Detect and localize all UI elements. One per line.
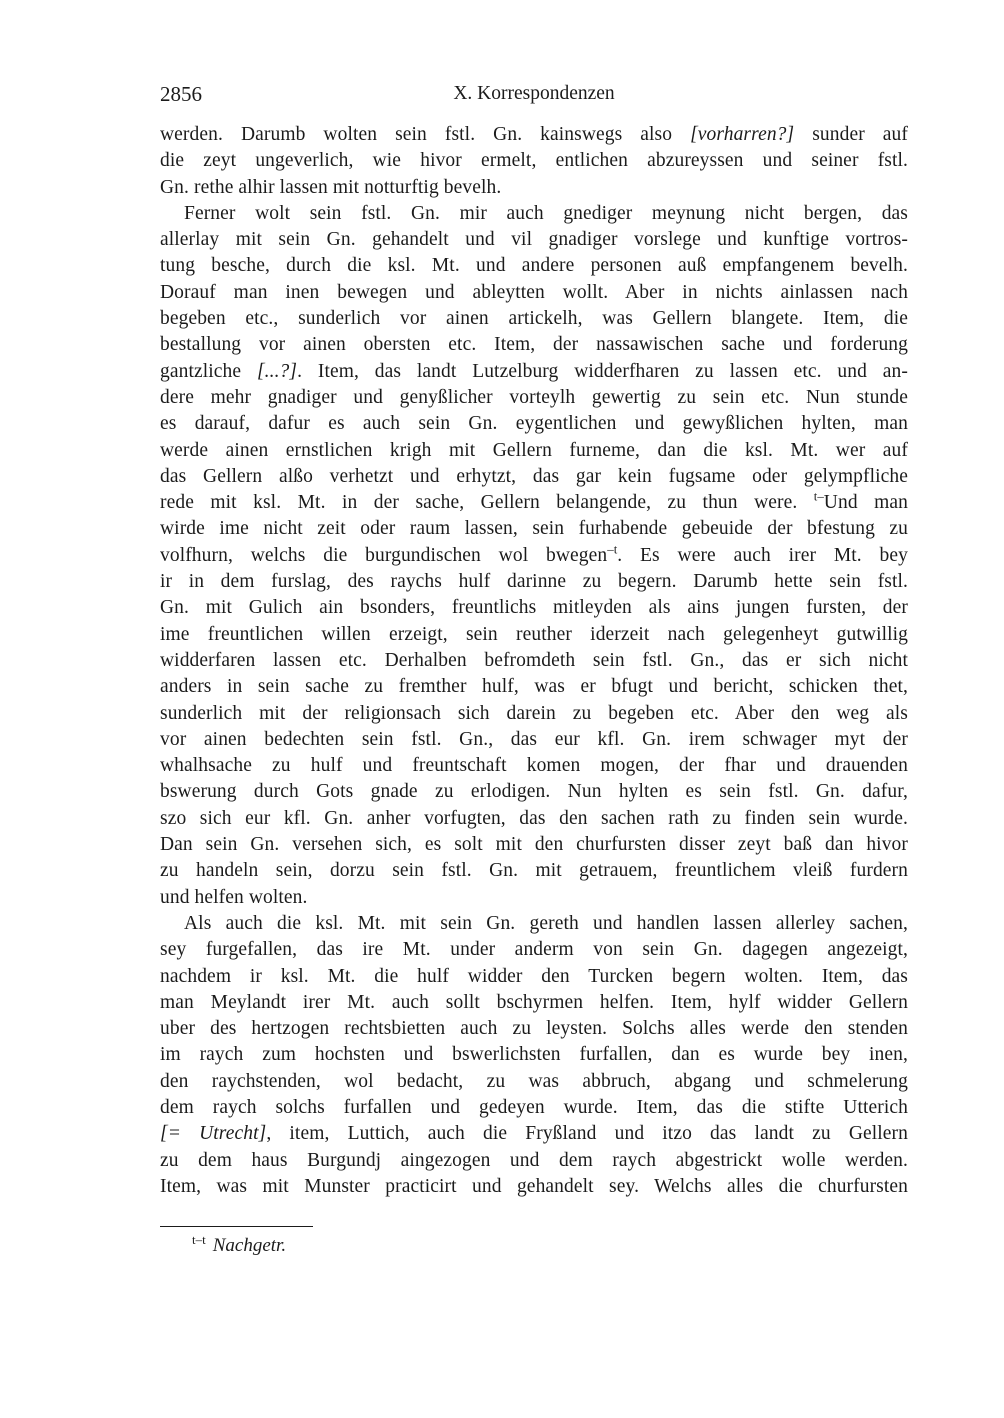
text-line: begeben etc., sunderlich vor ainen artickelh, was Gellern blangete. Item, die — [160, 308, 908, 330]
text-line: und helfen wolten. — [160, 886, 308, 908]
text-line: werden. Darumb wolten sein fstl. Gn. kainswegs also [vorharren?] sunder auf — [160, 124, 908, 145]
text-line: Ferner wolt sein fstl. Gn. mir auch gnediger meynung nicht bergen, das — [184, 202, 908, 224]
footnote-text: Nachgetr. — [212, 1234, 287, 1256]
text-line: dere mehr gnadiger und genyßlicher vorteylh gewertig zu sein etc. Nun stunde — [160, 386, 908, 408]
running-header-title: X. Korrespondenzen — [453, 83, 615, 104]
text-line: Dorauf man inen bewegen und ableytten wollt. Aber in nichts ainlassen nach — [160, 281, 908, 303]
text-line: whalhsache zu hulf und freuntschaft komen mogen, der fhar und drauenden — [160, 755, 908, 777]
text-line: uber des hertzogen rechtsbietten auch zu leysten. Solchs alles werde den stenden — [160, 1018, 908, 1040]
text-line: tung besche, durch die ksl. Mt. und andere personen auß empfangenem bevelh. — [160, 255, 908, 277]
text-line: widderfaren lassen etc. Derhalben befromdeth sein fstl. Gn., das er sich nicht — [160, 649, 908, 671]
text-line: ime freuntlichen willen erzeigt, sein reuther iderzeit nach gelegenheyt gutwillig — [160, 623, 908, 645]
text-line: sunderlich mit der religionsach sich darein zu begeben etc. Aber den weg als — [160, 702, 908, 724]
text-body — [160, 122, 908, 1200]
text-line: sey furgefallen, das ire Mt. under anderm von sein Gn. dagegen angezeigt, — [160, 939, 908, 961]
text-line: rede mit ksl. Mt. in der sache, Gellern belangende, zu thun were. $^{t-}$Und man — [160, 489, 908, 514]
text-line: volfhurn, welchs die burgundischen wol bwegen$^{-t}$. Es were auch irer Mt. bey — [160, 542, 908, 566]
text-line: ir in dem furslag, des raychs hulf darinne zu begern. Darumb hette sein fstl. — [160, 571, 908, 593]
text-line: zu handeln sein, dorzu sein fstl. Gn. mit getrauem, freuntlichem vleiß furdern — [160, 860, 908, 882]
text-line: das Gellern alßo verhetzt und erhytzt, das gar kein fugsame oder gelympfliche — [160, 465, 908, 487]
text-line: Dan sein Gn. versehen sich, es solt mit den churfursten disser zeyt baß dan hivor — [160, 834, 908, 856]
text-line: nachdem ir ksl. Mt. die hulf widder den Turcken begern wolten. Item, das — [160, 965, 908, 987]
footnote-divider — [160, 1226, 313, 1227]
footnote-marker: t–t — [192, 1232, 206, 1248]
text-line: den raychstenden, wol bedacht, zu was abbruch, abgang und schmelerung — [160, 1070, 908, 1092]
text-line: zu dem haus Burgundj aingezogen und dem raych abgestrickt wolle werden. — [160, 1149, 908, 1171]
text-line: man Meylandt irer Mt. auch sollt bschyrmen helfen. Item, hylf widder Gellern — [160, 991, 908, 1013]
text-line: Gn. rethe alhir lassen mit notturftig bevelh. — [160, 176, 502, 198]
text-line: bswerung durch Gots gnade zu erlodigen. Nun hylten es sein fstl. Gn. dafur, — [160, 781, 908, 803]
text-line: dem raych solchs furfallen und gedeyen wurde. Item, das die stifte Utterich — [160, 1096, 908, 1118]
text-line: Als auch die ksl. Mt. mit sein Gn. gereth und handlen lassen allerley sachen, — [184, 912, 908, 934]
footnote — [160, 1232, 908, 1256]
text-line: werde ainen ernstlichen krigh mit Gellern furneme, dan die ksl. Mt. wer auf — [160, 439, 908, 461]
text-line: szo sich eur kfl. Gn. anher vorfugten, das den sachen rath zu finden sein wurde. — [160, 807, 908, 829]
text-line: vor ainen bedechten sein fstl. Gn., das eur kfl. Gn. irem schwager myt der — [160, 728, 908, 750]
text-line: die zeyt ungeverlich, wie hivor ermelt, entlichen abzureyssen und seiner fstl. — [160, 150, 908, 172]
text-line: Gn. mit Gulich ain bsonders, freuntlichs mitleyden als ains jungen fursten, der — [160, 597, 908, 619]
text-line: im raych zum hochsten und bswerlichsten furfallen, dan es wurde bey inen, — [160, 1044, 908, 1066]
text-line: wirde ime nicht zeit oder raum lassen, sein furhabende gebeuide der bfestung zu — [160, 518, 908, 540]
text-line: bestallung vor ainen obersten etc. Item, der nassawischen sache und forderung — [160, 334, 908, 356]
text-line: Item, was mit Munster practicirt und gehandelt sey. Welchs alles die churfursten — [160, 1175, 908, 1197]
page-header — [160, 82, 908, 106]
text-line: es darauf, dafur es auch sein Gn. eygentlichen und gewyßlichen hylten, man — [160, 413, 908, 435]
text-line: allerlay mit sein Gn. gehandelt und vil gnadiger vorslege und kunftige vortros- — [160, 229, 908, 251]
page-content — [160, 82, 908, 1257]
page-number: 2856 — [160, 82, 202, 106]
text-line: [= Utrecht], item, Luttich, auch die Fryßland und itzo das landt zu Gellern — [160, 1123, 908, 1145]
text-line: gantzliche [...?]. Item, das landt Lutzelburg widderfharen zu lassen etc. und an- — [160, 360, 908, 382]
text-line: anders in sein sache zu fremther hulf, was er bfugt und bericht, schicken thet, — [160, 676, 908, 698]
